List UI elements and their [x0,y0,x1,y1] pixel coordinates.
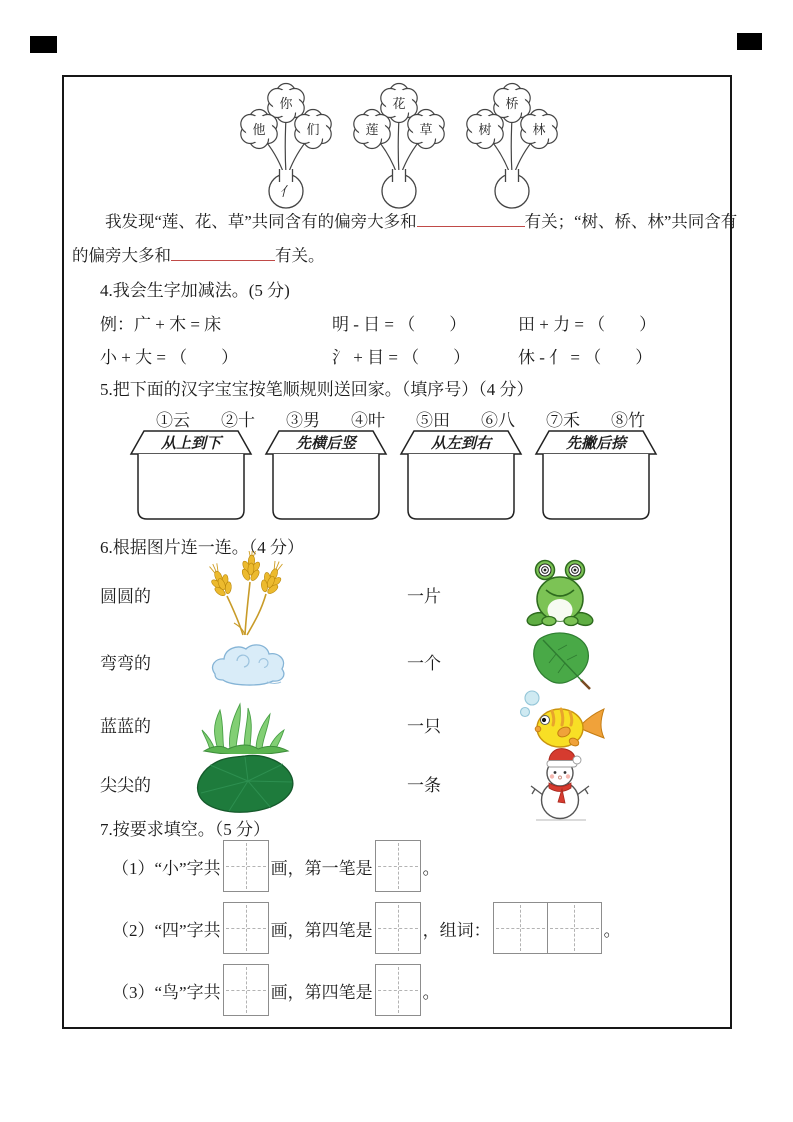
stroke-rule-house-2[interactable] [263,428,389,523]
q6-measure-word[interactable]: 一只 [407,716,441,736]
q5-houses [128,428,659,523]
flower-vase-section [234,82,564,214]
svg-text:从左到右: 从左到右 [430,436,492,452]
flower-vase-diagram-1 [234,82,338,214]
q6-row-lotus [100,756,646,810]
print-registration-mark-left [30,36,57,53]
vase-answer-area-1[interactable] [269,169,303,208]
fourth-stroke-box[interactable] [375,902,421,954]
q6-adjective[interactable]: 圆圆的 [100,586,151,606]
q5-char: ⑦禾 [546,411,580,430]
q4-expression[interactable]: 田 + 力 = （ ） [518,315,657,334]
q4-expression[interactable]: 休 - 亻 = （ ） [518,348,653,367]
q6-measure-word[interactable]: 一片 [407,586,441,606]
q6-adjective[interactable]: 弯弯的 [100,653,151,673]
q5-char: ⑤田 [416,411,450,430]
svg-text:花: 花 [392,96,406,111]
q6-row-cloud [100,630,646,692]
cloud-image[interactable] [201,634,289,688]
content-frame [62,75,738,1029]
svg-text:先撇后捺: 先撇后捺 [565,436,627,452]
q5-char: ④叶 [351,411,385,430]
q7-item-2 [112,897,621,959]
q7-text: 。 [422,858,440,878]
q7-text: 画，第一笔是 [270,858,373,878]
svg-text:从上到下: 从上到下 [160,436,222,452]
q5-char: ②十 [221,411,255,430]
q7-item-1 [112,835,621,897]
fourth-stroke-box[interactable] [375,964,421,1016]
stroke-count-box[interactable] [223,840,269,892]
snowman-image[interactable] [524,743,596,823]
q7-text: 。 [603,920,621,940]
print-registration-mark-right [737,33,762,50]
svg-text:树: 树 [478,122,492,137]
q4-expression[interactable]: 明 - 日 = （ ） [332,315,467,334]
q4-row-1 [100,310,656,335]
q7-text: 画，第四笔是 [270,920,373,940]
q6-title: 6.根据图片连一连。（4 分） [100,538,304,557]
svg-text:先横后竖: 先横后竖 [295,436,357,452]
svg-text:草: 草 [419,122,433,137]
svg-text:们: 们 [306,122,320,137]
stroke-count-box[interactable] [223,902,269,954]
discovery-paragraph [72,205,738,273]
radical-answer-blank-2[interactable] [171,245,275,261]
q5-char: ①云 [156,411,190,430]
svg-text:林: 林 [532,122,546,137]
q7-item-3 [112,959,621,1021]
discovery-text-2: 有关；“树、桥、林”共同含有 [524,212,738,231]
q7-text: 画，第四笔是 [270,982,373,1002]
first-stroke-box[interactable] [375,840,421,892]
q5-char: ⑥八 [481,411,515,430]
flower-vase-diagram-3 [460,82,564,214]
q6-matching-grid [100,558,646,810]
q5-title: 5.把下面的汉字宝宝按笔顺规则送回家。（填序号）（4 分） [100,380,534,399]
vase-answer-area-3[interactable] [495,169,529,208]
stroke-rule-house-1[interactable] [128,428,254,523]
lotus-leaf-image[interactable] [191,751,299,815]
flower-vase-diagram-2 [347,82,451,214]
q7-text: （1）“小”字共 [112,858,221,878]
q4-row-2 [100,343,652,368]
stroke-count-box[interactable] [223,964,269,1016]
svg-text:你: 你 [279,96,293,111]
grass-image[interactable] [198,694,293,754]
stroke-rule-house-4[interactable] [533,428,659,523]
stroke-rule-house-3[interactable] [398,428,524,523]
vase-answer-area-2[interactable] [382,169,416,208]
wheat-image[interactable] [205,551,285,637]
q6-row-wheat [100,558,646,630]
q4-example: 例：广 + 木 = 床 [100,315,222,334]
q5-char: ③男 [286,411,320,430]
q6-measure-word[interactable]: 一个 [407,653,441,673]
q7-text: 。 [422,982,440,1002]
q7-text: （2）“四”字共 [112,920,221,940]
leaf-image[interactable] [525,628,595,694]
q6-adjective[interactable]: 尖尖的 [100,775,151,795]
word-building-box[interactable] [493,902,602,954]
discovery-text-3: 的偏旁大多和 [72,246,171,265]
q7-text: ，组词： [422,920,491,940]
q7-title: 7.按要求填空。（5 分） [100,820,270,839]
q6-measure-word[interactable]: 一条 [407,775,441,795]
q6-adjective[interactable]: 蓝蓝的 [100,716,151,736]
radical-answer-blank-1[interactable] [417,211,525,227]
q5-char: ⑧竹 [611,411,645,430]
svg-text:他: 他 [252,122,266,137]
svg-text:亻: 亻 [279,184,293,199]
discovery-text-1: 我发现“莲、花、草”共同含有的偏旁大多和 [105,212,417,231]
q7-items [112,835,621,1021]
q7-text: （3）“鸟”字共 [112,982,221,1002]
frog-image[interactable] [522,557,598,631]
q4-title: 4.我会生字加减法。(5 分) [100,281,290,300]
svg-text:桥: 桥 [505,96,519,111]
discovery-text-4: 有关。 [275,246,325,265]
q4-expression[interactable]: 小 + 大 = （ ） [100,348,239,367]
svg-text:莲: 莲 [365,122,379,137]
q4-expression[interactable]: 氵 + 目 = （ ） [332,348,471,367]
